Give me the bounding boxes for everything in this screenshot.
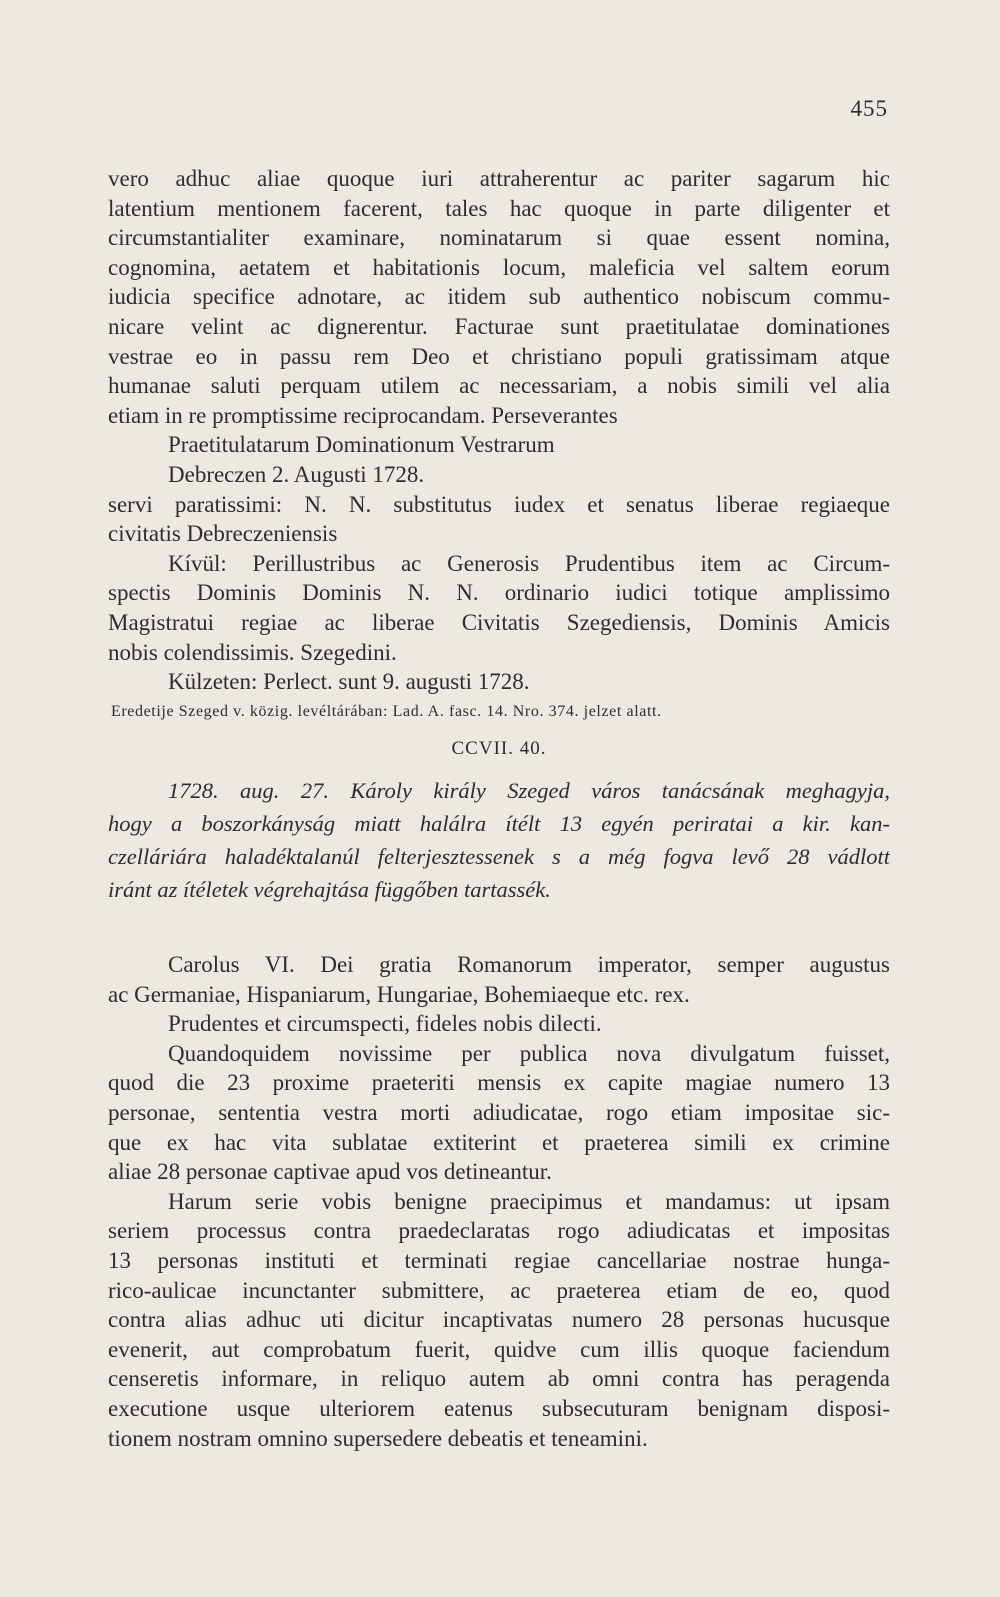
regesta-line: 1728. aug. 27. Károly király Szeged város tanácsának meghagyja, [168, 778, 890, 804]
text-line: vero adhuc aliae quoque iuri attraherentur ac pariter sagarum hic [108, 166, 890, 191]
body-line: tionem nostram omnino supersedere debeatis et teneamini. [108, 1425, 648, 1451]
signature-line: servi paratissimi: N. N. substitutus iudex et senatus liberae regiaeque [108, 491, 890, 517]
document-number: CCVII. 40. [451, 738, 547, 760]
address-line: Kívül: Perillustribus ac Generosis Prudentibus item ac Circum- [168, 550, 890, 576]
address-line: Magistratui regiae ac liberae Civitatis Szegediensis, Dominis Amicis [108, 609, 890, 635]
text-line: nicare velint ac dignerentur. Facturae sunt praetitulatae dominationes [108, 313, 890, 339]
regesta-line: czelláriára haladéktalanúl felterjesztessenek s a még fogva levő 28 vádlott [108, 844, 890, 870]
text-line: cognomina, aetatem et habitationis locum, maleficia vel saltem eorum [108, 254, 890, 280]
body-line: contra alias adhuc uti dicitur incaptivatas numero 28 personas hucusque [108, 1307, 890, 1333]
signature-line: civitatis Debreczeniensis [108, 521, 338, 547]
source-note: Eredetije Szeged v. közig. levéltárában: Lad. A. fasc. 14. Nro. 374. jelzet alatt. [111, 702, 662, 720]
text-line: latentium mentionem facerent, tales hac quoque in parte diligenter et [108, 195, 890, 221]
letter-body [108, 950, 890, 1453]
regesta-summary [108, 774, 890, 906]
body-line: Carolus VI. Dei gratia Romanorum imperator, semper augustus [168, 952, 890, 977]
body-line: ac Germaniae, Hispaniarum, Hungariae, Bohemiaeque etc. rex. [108, 981, 690, 1007]
text-line: vestrae eo in passu rem Deo et christiano populi gratissimam atque [108, 343, 890, 369]
closing-salutation: Praetitulatarum Dominationum Vestrarum [168, 432, 555, 458]
text-line: circumstantialiter examinare, nominatarum si quae essent nomina, [108, 225, 890, 251]
closing-place-date: Debreczen 2. Augusti 1728. [168, 461, 425, 487]
page-number: 455 [850, 96, 888, 121]
body-line: quod die 23 proxime praeteriti mensis ex capite magiae numero 13 [108, 1070, 890, 1096]
body-line: seriem processus contra praedeclaratas rogo adiudicatas et impositas [108, 1218, 890, 1244]
text-line: iudicia specifice adnotare, ac itidem sub authentico nobiscum commu- [108, 284, 890, 310]
body-line: 13 personas instituti et terminati regiae cancellariae nostrae hunga- [108, 1247, 890, 1273]
letter-continuation [108, 164, 890, 906]
regesta-line: iránt az ítéletek végrehajtása függőben tartassék. [108, 877, 551, 903]
text-line: humanae saluti perquam utilem ac necessariam, a nobis simili vel alia [108, 373, 890, 399]
body-line: executione usque ulteriorem eatenus subsecuturam benignam disposi- [108, 1395, 890, 1421]
body-line: rico-aulicae incunctanter submittere, ac praeterea etiam de eo, quod [108, 1277, 890, 1303]
body-line: aliae 28 personae captivae apud vos detineantur. [108, 1159, 552, 1185]
text-line: etiam in re promptissime reciprocandam. Perseverantes [108, 402, 618, 428]
regesta-line: hogy a boszorkányság miatt halálra ítélt 13 egyén periratai a kir. kan- [108, 811, 890, 837]
body-line: Prudentes et circumspecti, fideles nobis dilecti. [168, 1011, 602, 1037]
body-line: Harum serie vobis benigne praecipimus et mandamus: ut ipsam [168, 1188, 890, 1214]
body-line: censeretis informare, in reliquo autem ab omni contra has peragenda [108, 1366, 890, 1392]
body-line: Quandoquidem novissime per publica nova divulgatum fuisset, [168, 1040, 890, 1066]
body-line: evenerit, aut comprobatum fuerit, quidve cum illis quoque faciendum [108, 1336, 890, 1362]
received-note: Külzeten: Perlect. sunt 9. augusti 1728. [168, 669, 530, 695]
address-line: spectis Dominis Dominis N. N. ordinario iudici totique amplissimo [108, 580, 890, 606]
body-line: personae, sententia vestra morti adiudicatae, rogo etiam impositae sic- [108, 1099, 890, 1125]
address-line: nobis colendissimis. Szegedini. [108, 639, 397, 665]
body-line: que ex hac vita sublatae extiterint et praeterea simili ex crimine [108, 1129, 890, 1155]
